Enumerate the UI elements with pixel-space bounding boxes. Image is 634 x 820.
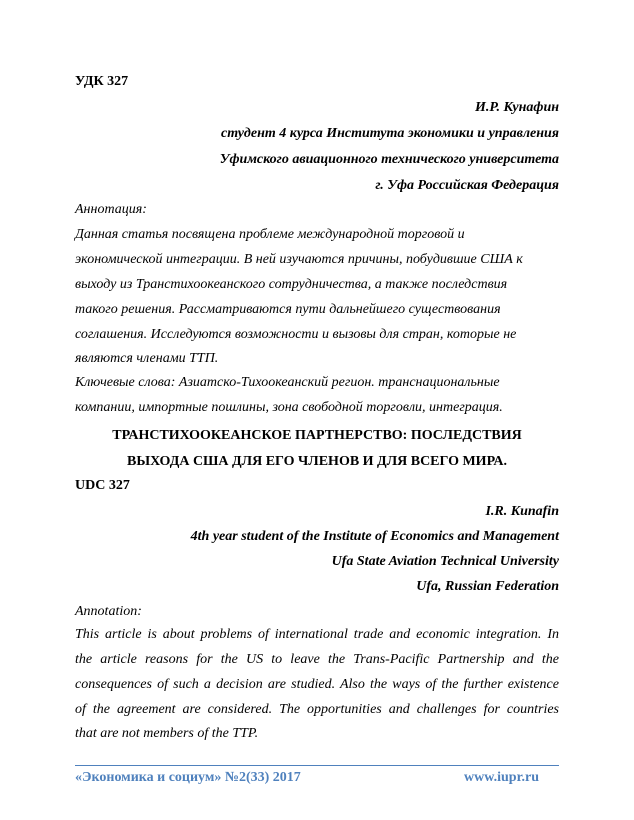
article-title-line: ТРАНСТИХООКЕАНСКОЕ ПАРТНЕРСТВО: ПОСЛЕДСТВИЯ <box>112 428 522 443</box>
annotation-ru-line: соглашения. Исследуются возможности и вызовы для стран, которые не <box>75 327 517 342</box>
annotation-ru-line: Данная статья посвящена проблеме международной торговой и <box>75 227 465 242</box>
annotation-en-line: that are not members of the TTP. <box>75 726 259 741</box>
location-ru: г. Уфа Российская Федерация <box>375 178 559 193</box>
affiliation-en-1: 4th year student of the Institute of Economics and Management <box>190 529 559 544</box>
annotation-ru-line: экономической интеграции. В ней изучаются причины, побудившие США к <box>75 252 523 267</box>
udk-ru: УДК 327 <box>75 74 129 89</box>
footer-divider <box>75 765 559 766</box>
annotation-ru-line: выходу из Транстихоокеанского сотрудничества, а также последствия <box>75 277 508 292</box>
author-ru: И.Р. Кунафин <box>475 100 559 115</box>
location-en: Ufa, Russian Federation <box>416 579 559 594</box>
annotation-ru-line: такого решения. Рассматриваются пути дальнейшего существования <box>75 302 501 317</box>
footer-website-link[interactable]: www.iupr.ru <box>464 770 539 785</box>
keywords-ru-line: Ключевые слова: Азиатско-Тихоокеанский регион. транснациональные <box>75 375 500 390</box>
article-title-line: ВЫХОДА США ДЛЯ ЕГО ЧЛЕНОВ И ДЛЯ ВСЕГО МИРА. <box>127 454 507 469</box>
annotation-label-en: Annotation: <box>75 604 142 619</box>
affiliation-en-2: Ufa State Aviation Technical University <box>331 554 559 569</box>
annotation-label-ru: Аннотация: <box>75 202 147 217</box>
annotation-en-line: of the agreement are considered. The opportunities and challenges for countries <box>75 702 559 717</box>
footer-journal: «Экономика и социум» №2(33) 2017 <box>75 770 301 785</box>
keywords-ru-line: компании, импортные пошлины, зона свободной торговли, интеграция. <box>75 400 503 415</box>
annotation-en-line: This article is about problems of international trade and economic integration. In <box>75 627 559 642</box>
author-en: I.R. Kunafin <box>485 504 559 519</box>
annotation-ru-line: являются членами ТТП. <box>75 351 219 366</box>
affiliation-ru-1: студент 4 курса Института экономики и управления <box>220 126 559 141</box>
affiliation-ru-2: Уфимского авиационного технического университета <box>219 152 559 167</box>
annotation-en-line: the article reasons for the US to leave the Trans-Pacific Partnership and the <box>75 652 559 667</box>
annotation-en-line: consequences of such a decision are studied. Also the ways of the further existence <box>75 677 559 692</box>
udc-en: UDC 327 <box>75 478 130 493</box>
